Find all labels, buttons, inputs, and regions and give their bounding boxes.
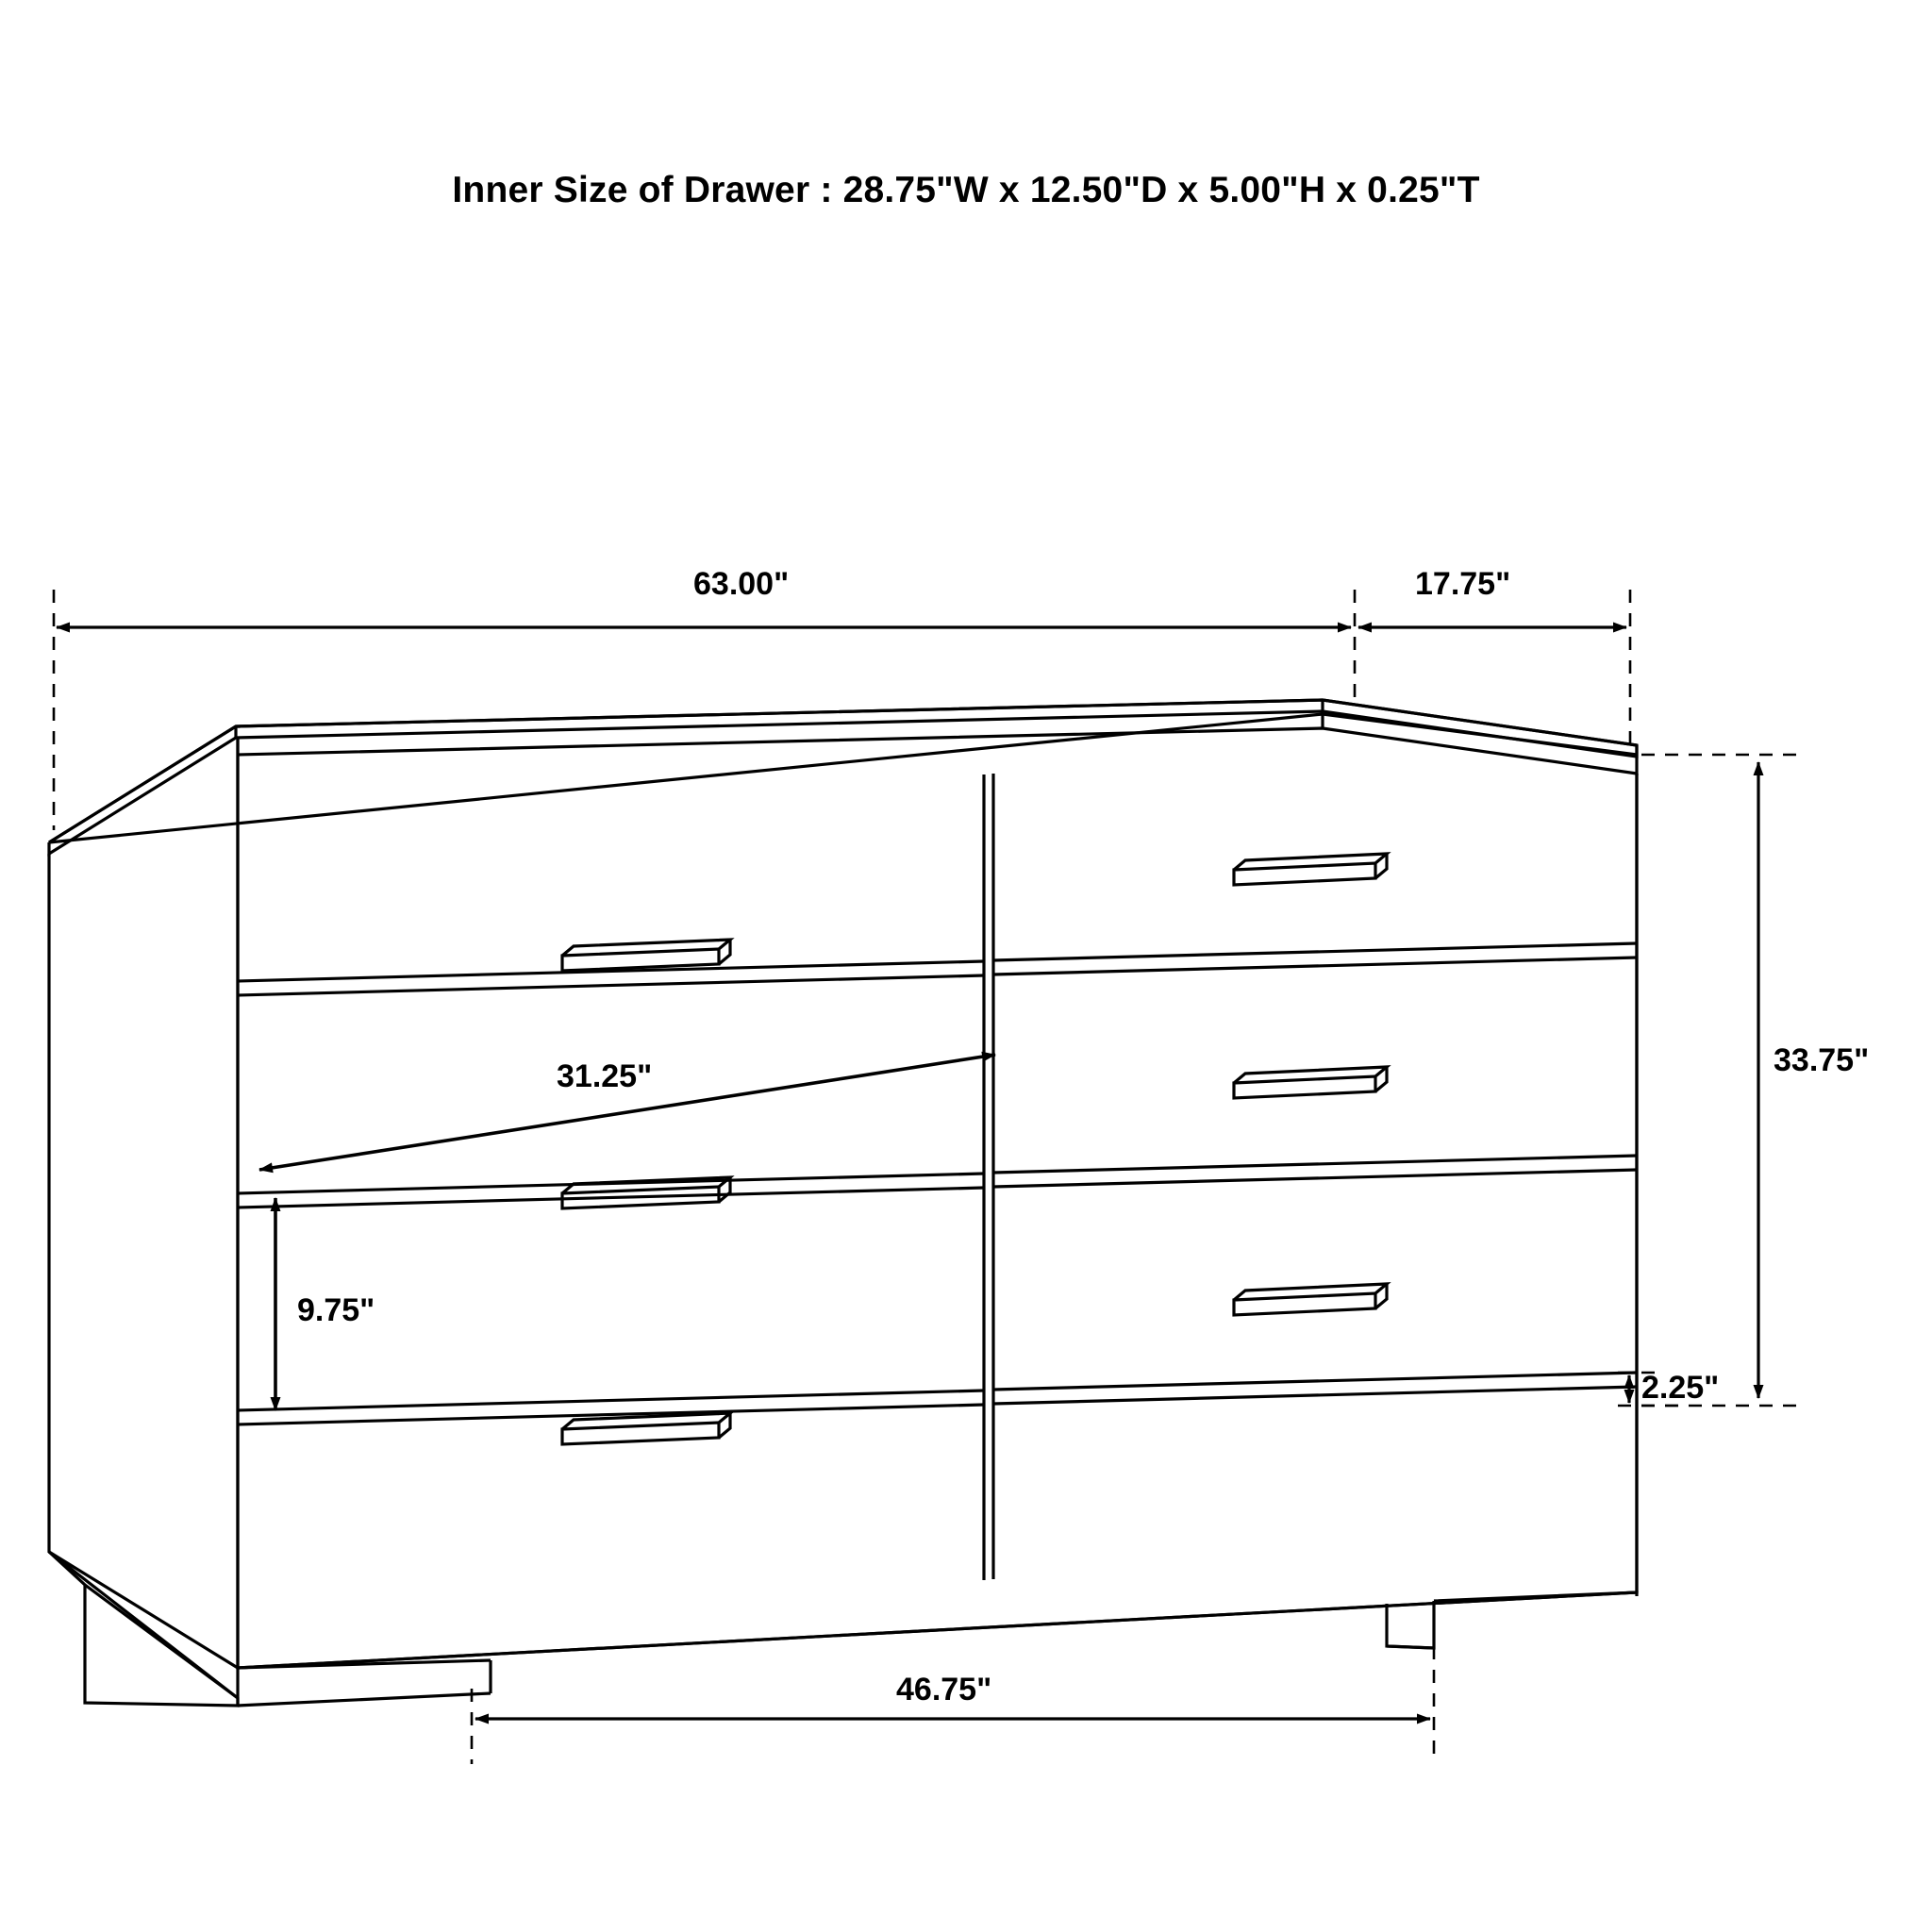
dimension-width-label: 63.00": [693, 566, 790, 602]
dimension-height-label: 33.75": [1774, 1042, 1870, 1078]
dimension-drawer-width-label: 31.25": [557, 1058, 653, 1094]
dimension-base-height-label: 2.25": [1641, 1370, 1720, 1406]
page-title: Inner Size of Drawer : 28.75"W x 12.50"D x 5.00"H x 0.25"T: [452, 170, 1480, 210]
dimension-base-width-label: 46.75": [896, 1672, 992, 1707]
dimension-depth-label: 17.75": [1415, 566, 1511, 602]
dimension-drawer-height-label: 9.75": [297, 1292, 375, 1328]
